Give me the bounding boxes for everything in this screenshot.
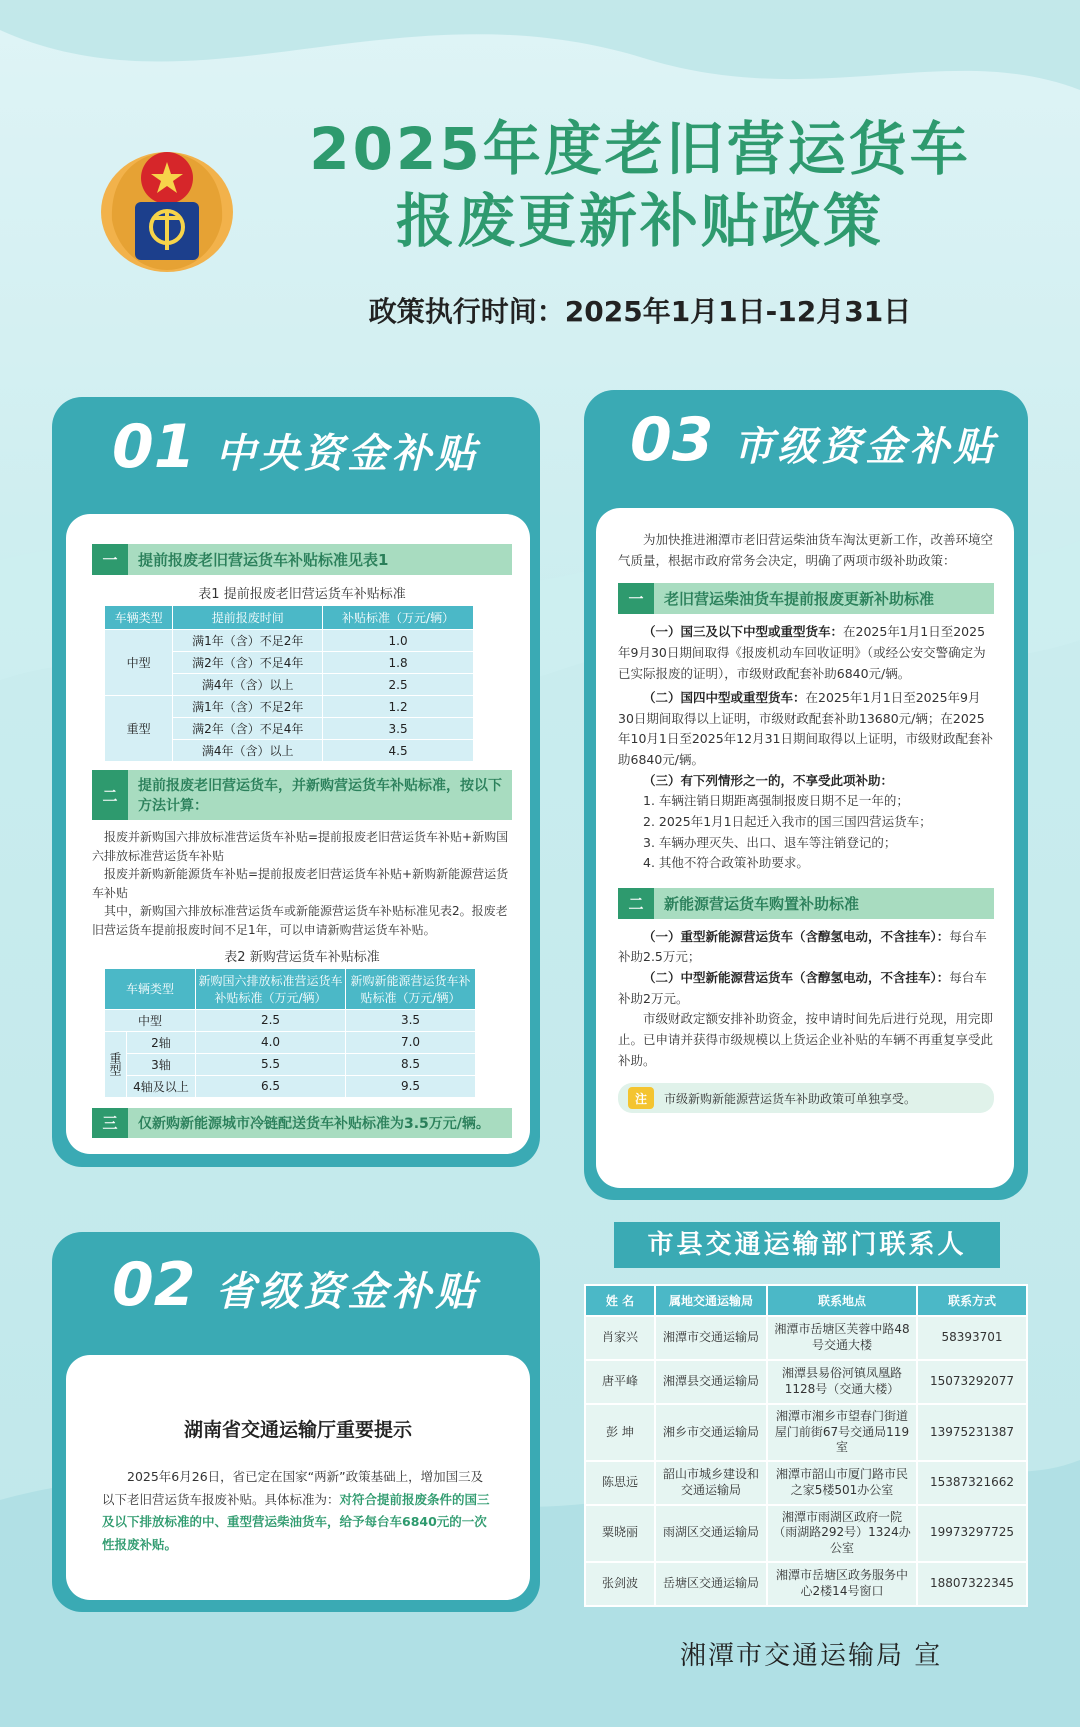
ribbon-2-text: 提前报废老旧营运货车，并新购营运货车补贴标准，按以下方法计算： xyxy=(138,778,502,814)
notice-body-text: 2025年6月26日，省已定在国家“两新”政策基础上，增加国三及以下老旧营运货车报废补贴。具体标准为： xyxy=(102,1469,484,1507)
table-row xyxy=(585,1562,1027,1606)
section-03-ribbon-1 xyxy=(618,583,994,614)
contact-bureau: 湘潭市交通运输局 xyxy=(655,1316,767,1360)
table1-cell-amount: 1.8 xyxy=(323,652,474,674)
table1-cell-time: 满4年（含）以上 xyxy=(173,674,323,696)
table-row xyxy=(105,1075,476,1097)
section-03-tip xyxy=(618,1083,994,1113)
contact-phone: 13975231387 xyxy=(917,1404,1027,1461)
contact-bureau: 雨湖区交通运输局 xyxy=(655,1505,767,1562)
contact-phone: 15073292077 xyxy=(917,1360,1027,1404)
contact-name: 彭 坤 xyxy=(585,1404,655,1461)
item-3-title: （三）有下列情形之一的，不享受此项补助： xyxy=(643,772,894,788)
table1-cell-time: 满2年（含）不足4年 xyxy=(173,718,323,740)
table-row xyxy=(585,1461,1027,1505)
table1-cell-time: 满1年（含）不足2年 xyxy=(173,630,323,652)
item-1-title: （一）国三及以下中型或重型货车： xyxy=(643,624,844,640)
nv-item-2-text: 每台车补助2万元。 xyxy=(618,970,987,1006)
contact-bureau: 韶山市城乡建设和交通运输局 xyxy=(655,1461,767,1505)
section-02-content xyxy=(66,1355,530,1600)
section-03-new-energy xyxy=(618,927,994,1071)
item-3 xyxy=(618,771,994,792)
item-1-text: 在2025年1月1日至2025年9月30日期间取得《报废机动车回收证明》（或经公安交警确定为已实际报废的证明），市级财政配套补助6840元/辆。 xyxy=(618,624,986,681)
contact-address: 湘潭市湘乡市望春门街道屋门前街67号交通局119室 xyxy=(767,1404,917,1461)
table2-cell-type: 4轴及以上 xyxy=(127,1075,196,1097)
table1-cell-amount: 1.0 xyxy=(323,630,474,652)
nv-item-2-title: （二）中型新能源营运货车（含醇氢电动，不含挂车）： xyxy=(643,970,950,985)
section-01-formulas xyxy=(92,828,512,940)
table2-cell-a: 4.0 xyxy=(196,1031,346,1053)
formula-2: 报废并新购新能源货车补贴=提前报废老旧营运货车补贴+新购新能源营运货车补贴 xyxy=(92,867,509,900)
table2-header: 车辆类型 xyxy=(105,968,196,1009)
contact-name: 粟晓丽 xyxy=(585,1505,655,1562)
section-01-number: 01 xyxy=(112,412,196,482)
table1-header: 补贴标准（万元/辆） xyxy=(323,606,474,630)
table2-cell-group: 重型 xyxy=(105,1031,127,1097)
table1-cell-type: 重型 xyxy=(105,696,173,762)
table1-caption: 表1 提前报废老旧营运货车补贴标准 xyxy=(198,587,406,602)
item-2-text: 在2025年1月1日至2025年9月30日期间取得以上证明，市级财政配套补助13680元/辆；在2025年10月1日至2025年12月31日期间取得以上证明，市级财政配套补助6840元/辆。 xyxy=(618,690,993,767)
formula-note: 其中，新购国六排放标准营运货车或新能源营运货车补贴标准见表2。报废老旧营运货车提前报废时间不足1年，可以申请新购营运货车补贴。 xyxy=(92,904,508,937)
contact-address: 湘潭县易俗河镇凤凰路1128号（交通大楼） xyxy=(767,1360,917,1404)
contact-address: 湘潭市雨湖区政府一院（雨湖路292号）1324办公室 xyxy=(767,1505,917,1562)
table-row xyxy=(105,696,474,718)
nv-item-2 xyxy=(618,968,994,1009)
contact-phone: 19973297725 xyxy=(917,1505,1027,1562)
exclusion-item: 1. 车辆注销日期距离强制报废日期不足一年的； xyxy=(643,793,909,809)
table1-cell-amount: 1.2 xyxy=(323,696,474,718)
table-row xyxy=(585,1505,1027,1562)
table2-cell-type: 中型 xyxy=(105,1009,196,1031)
table1-cell-time: 满4年（含）以上 xyxy=(173,740,323,762)
table1-cell-amount: 4.5 xyxy=(323,740,474,762)
exclusion-item: 2. 2025年1月1日起迁入我市的国三国四营运货车； xyxy=(643,813,932,829)
contact-phone: 18807322345 xyxy=(917,1562,1027,1606)
table1-cell-amount: 2.5 xyxy=(323,674,474,696)
section-03-heading xyxy=(630,405,998,475)
table2-cell-a: 2.5 xyxy=(196,1009,346,1031)
contact-address: 湘潭市岳塘区政务服务中心2楼14号窗口 xyxy=(767,1562,917,1606)
section-02-heading xyxy=(112,1250,480,1320)
exclusion-item: 4. 其他不符合政策补助要求。 xyxy=(643,855,809,871)
contact-bureau: 岳塘区交通运输局 xyxy=(655,1562,767,1606)
table2-cell-type: 2轴 xyxy=(127,1031,196,1053)
poster-title-line2: 报废更新补贴政策 xyxy=(395,187,884,255)
table1-header: 提前报废时间 xyxy=(173,606,323,630)
contact-name: 陈思远 xyxy=(585,1461,655,1505)
exclusion-item: 3. 车辆办理灭失、出口、退车等注销登记的； xyxy=(643,834,897,850)
contact-address: 湘潭市岳塘区芙蓉中路48号交通大楼 xyxy=(767,1316,917,1360)
contacts-header: 联系地点 xyxy=(767,1285,917,1316)
nv-item-1-title: （一）重型新能源营运货车（含醇氢电动，不含挂车）： xyxy=(643,928,950,944)
table-row xyxy=(105,630,474,652)
table-row xyxy=(585,1316,1027,1360)
nv-item-1-text: 每台车补助2.5万元； xyxy=(618,928,987,965)
nv-note: 市级财政定额安排补助资金，按申请时间先后进行兑现，用完即止。已申请并获得市级规模以上货运企业补贴的车辆不再重复享受此补助。 xyxy=(618,1011,994,1068)
table-row xyxy=(585,1360,1027,1404)
notice-body xyxy=(102,1466,494,1556)
section-01-ribbon-3 xyxy=(92,1108,512,1138)
ribbon-3-text: 仅新购新能源城市冷链配送货车补贴标准为3.5万元/辆。 xyxy=(138,1115,490,1132)
ribbon-2-text: 新能源营运货车购置补助标准 xyxy=(664,894,860,913)
table-row xyxy=(105,1009,476,1031)
item-2-title: （二）国四中型或重型货车： xyxy=(643,690,806,706)
note-icon: 注 xyxy=(628,1087,654,1109)
contact-name: 张剑波 xyxy=(585,1562,655,1606)
table-row xyxy=(105,1053,476,1075)
table2-cell-b: 8.5 xyxy=(346,1053,476,1075)
tip-text: 市级新购新能源营运货车补助政策可单独享受。 xyxy=(664,1091,917,1106)
section-01-content xyxy=(66,514,530,1154)
table2-cell-b: 7.0 xyxy=(346,1031,476,1053)
contact-name: 肖家兴 xyxy=(585,1316,655,1360)
ribbon-3-tag: 三 xyxy=(92,1108,128,1138)
table1-cell-amount: 3.5 xyxy=(323,718,474,740)
section-02-title: 省级资金补贴 xyxy=(215,1269,480,1315)
table1-scrap-subsidy xyxy=(104,605,474,762)
section-03-intro: 为加快推进湘潭市老旧营运柴油货车淘汰更新工作，改善环境空气质量，根据市政府常务会决定，明确了两项市级补助政策： xyxy=(618,532,994,568)
section-03-ribbon-2 xyxy=(618,888,994,919)
table2-cell-b: 3.5 xyxy=(346,1009,476,1031)
section-01-ribbon-2 xyxy=(92,770,512,820)
notice-highlight: 对符合提前报废条件的国三及以下排放标准的中、重型营运柴油货车，给予每台车6840元的一次性报废补贴。 xyxy=(102,1491,490,1552)
table2-cell-a: 5.5 xyxy=(196,1053,346,1075)
section-03-items xyxy=(618,622,994,874)
ribbon-1-tag: 一 xyxy=(92,544,128,575)
table2-cell-a: 6.5 xyxy=(196,1075,346,1097)
contacts-header: 姓 名 xyxy=(585,1285,655,1316)
section-01-ribbon-1 xyxy=(92,544,512,575)
nv-item-1 xyxy=(618,927,994,968)
table1-cell-time: 满1年（含）不足2年 xyxy=(173,696,323,718)
contacts-table-wrap xyxy=(584,1284,1028,1607)
table1-cell-type: 中型 xyxy=(105,630,173,696)
contact-phone: 15387321662 xyxy=(917,1461,1027,1505)
section-01-heading xyxy=(112,412,480,482)
ribbon-1-tag: 一 xyxy=(618,583,654,614)
item-2 xyxy=(618,688,994,771)
table2-new-purchase-subsidy xyxy=(104,968,476,1098)
table-row xyxy=(585,1404,1027,1461)
contact-name: 唐平峰 xyxy=(585,1360,655,1404)
contact-bureau: 湘乡市交通运输局 xyxy=(655,1404,767,1461)
contacts-header: 属地交通运输局 xyxy=(655,1285,767,1316)
contacts-title: 市县交通运输部门联系人 xyxy=(614,1222,1000,1268)
section-03-title: 市级资金补贴 xyxy=(733,424,998,470)
contact-bureau: 湘潭县交通运输局 xyxy=(655,1360,767,1404)
table2-cell-type: 3轴 xyxy=(127,1053,196,1075)
table2-cell-b: 9.5 xyxy=(346,1075,476,1097)
ribbon-1-text: 提前报废老旧营运货车补贴标准见表1 xyxy=(138,551,389,569)
section-02-number: 02 xyxy=(112,1250,196,1320)
policy-period: 政策执行时间：2025年1月1日-12月31日 xyxy=(368,295,912,328)
table1-cell-time: 满2年（含）不足4年 xyxy=(173,652,323,674)
item-1 xyxy=(618,622,994,684)
section-01-title: 中央资金补贴 xyxy=(215,431,480,477)
notice-title: 湖南省交通运输厅重要提示 xyxy=(183,1419,412,1441)
contacts-table xyxy=(584,1284,1028,1607)
table2-header: 新购国六排放标准营运货车补贴标准（万元/辆） xyxy=(196,968,346,1009)
poster-title-line1: 2025年度老旧营运货车 xyxy=(309,115,971,183)
formula-1: 报废并新购国六排放标准营运货车补贴=提前报废老旧营运货车补贴+新购国六排放标准营运货车补贴 xyxy=(92,830,509,863)
contact-phone: 58393701 xyxy=(917,1316,1027,1360)
table-row xyxy=(105,1031,476,1053)
contacts-header: 联系方式 xyxy=(917,1285,1027,1316)
table2-caption: 表2 新购营运货车补贴标准 xyxy=(224,949,380,965)
ribbon-1-text: 老旧营运柴油货车提前报废更新补助标准 xyxy=(664,590,935,609)
table1-header: 车辆类型 xyxy=(105,606,173,630)
customs-emblem-logo xyxy=(92,130,242,280)
ribbon-2-tag: 二 xyxy=(92,770,128,820)
contact-address: 湘潭市韶山市厦门路市民之家5楼501办公室 xyxy=(767,1461,917,1505)
issuer-footer: 湘潭市交通运输局 宣 xyxy=(680,1641,943,1671)
section-03-number: 03 xyxy=(630,405,714,475)
table2-header: 新购新能源营运货车补贴标准（万元/辆） xyxy=(346,968,476,1009)
ribbon-2-tag: 二 xyxy=(618,888,654,919)
section-03-content xyxy=(596,508,1014,1188)
